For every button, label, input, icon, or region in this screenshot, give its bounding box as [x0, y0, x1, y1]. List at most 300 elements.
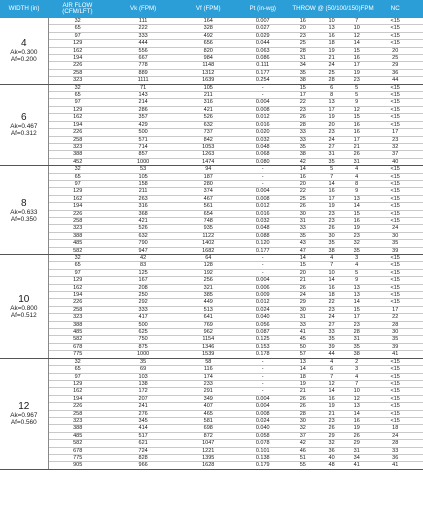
table-row	[0, 18, 423, 25]
airflow-cell: 32	[48, 18, 107, 25]
throw-150-cell: 12	[346, 32, 367, 39]
throw-150-cell: 38	[346, 351, 367, 358]
table-row	[0, 447, 423, 454]
vf-cell: 748	[179, 217, 237, 224]
throw-50-cell: 22	[288, 99, 317, 106]
nc-cell: 17	[367, 129, 423, 136]
throw-50-cell: 32	[288, 425, 317, 432]
width-value: 10	[18, 293, 30, 305]
pt-cell: -	[237, 84, 288, 91]
vk-cell: 214	[107, 99, 180, 106]
table-row	[0, 277, 423, 284]
vk-cell: 417	[107, 314, 180, 321]
ak-value: Ak=0.467	[10, 123, 38, 131]
table-row	[0, 62, 423, 69]
pt-cell: 0.024	[237, 306, 288, 313]
nc-cell: <15	[367, 18, 423, 25]
pt-cell: 0.058	[237, 432, 288, 439]
airflow-cell: 162	[48, 114, 107, 121]
throw-50-cell: 31	[288, 217, 317, 224]
nc-cell: 30	[367, 329, 423, 336]
pt-cell: 0.032	[237, 217, 288, 224]
throw-100-cell: 16	[317, 188, 346, 195]
width-value: 4	[21, 38, 27, 50]
throw-50-cell: 29	[288, 299, 317, 306]
nc-cell: 28	[367, 440, 423, 447]
nc-cell: <15	[367, 366, 423, 373]
vf-cell: 656	[179, 40, 237, 47]
vf-cell: 116	[179, 366, 237, 373]
width-group-label	[0, 166, 48, 255]
vf-cell: 1346	[179, 343, 237, 350]
table-row	[0, 106, 423, 113]
throw-50-cell: 26	[288, 403, 317, 410]
throw-100-cell: 19	[317, 114, 346, 121]
throw-50-cell: 41	[288, 329, 317, 336]
throw-50-cell: 23	[288, 32, 317, 39]
throw-50-cell: 45	[288, 336, 317, 343]
airflow-cell: 226	[48, 129, 107, 136]
width-value: 6	[21, 112, 27, 124]
pt-cell: 0.008	[237, 106, 288, 113]
airflow-cell: 65	[48, 25, 107, 32]
vf-cell: 94	[179, 166, 237, 173]
vf-cell: 1148	[179, 62, 237, 69]
nc-cell: 28	[367, 321, 423, 328]
pt-cell: 0.008	[237, 195, 288, 202]
vk-cell: 517	[107, 432, 180, 439]
throw-50-cell: 37	[288, 432, 317, 439]
throw-150-cell: 9	[346, 99, 367, 106]
width-value: 12	[18, 401, 30, 413]
ak-value: Ak=0.633	[10, 208, 38, 216]
throw-150-cell: 4	[346, 262, 367, 269]
vk-cell: 632	[107, 232, 180, 239]
throw-50-cell: 25	[288, 195, 317, 202]
throw-100-cell: 12	[317, 380, 346, 387]
pt-cell: 0.088	[237, 232, 288, 239]
throw-150-cell: 7	[346, 380, 367, 387]
throw-100-cell: 35	[317, 336, 346, 343]
table-row	[0, 314, 423, 321]
airflow-cell: 388	[48, 425, 107, 432]
throw-100-cell: 35	[317, 158, 346, 165]
throw-50-cell: 16	[288, 18, 317, 25]
vf-cell: 1474	[179, 158, 237, 165]
throw-150-cell: 15	[346, 210, 367, 217]
table-row	[0, 32, 423, 39]
vk-cell: 750	[107, 336, 180, 343]
table-row	[0, 240, 423, 247]
throw-50-cell: 33	[288, 136, 317, 143]
throw-150-cell: 16	[346, 55, 367, 62]
throw-50-cell: 15	[288, 262, 317, 269]
vf-cell: 1047	[179, 440, 237, 447]
throw-100-cell: 30	[317, 232, 346, 239]
pt-cell: 0.012	[237, 203, 288, 210]
pt-cell: 0.040	[237, 314, 288, 321]
nc-cell: 18	[367, 425, 423, 432]
throw-100-cell: 18	[317, 40, 346, 47]
airflow-cell: 65	[48, 173, 107, 180]
pt-cell: 0.153	[237, 343, 288, 350]
pt-cell: 0.125	[237, 336, 288, 343]
throw-100-cell: 21	[317, 410, 346, 417]
vf-cell: 192	[179, 269, 237, 276]
vf-cell: 1122	[179, 232, 237, 239]
vf-cell: 561	[179, 203, 237, 210]
throw-150-cell: 15	[346, 47, 367, 54]
throw-100-cell: 24	[317, 136, 346, 143]
throw-100-cell: 44	[317, 351, 346, 358]
vf-cell: 1539	[179, 351, 237, 358]
nc-cell: 25	[367, 55, 423, 62]
throw-150-cell: 5	[346, 92, 367, 99]
vf-cell: 349	[179, 395, 237, 402]
airflow-cell: 582	[48, 440, 107, 447]
vf-cell: 1154	[179, 336, 237, 343]
nc-cell: <15	[367, 403, 423, 410]
vf-cell: 984	[179, 55, 237, 62]
table-row	[0, 180, 423, 187]
header-throw: THROW @ (50/100/150)FPM	[288, 0, 367, 18]
airflow-cell: 97	[48, 32, 107, 39]
vk-cell: 138	[107, 380, 180, 387]
pt-cell: 0.012	[237, 114, 288, 121]
nc-cell: 41	[367, 462, 423, 469]
throw-100-cell: 10	[317, 269, 346, 276]
pt-cell: 0.080	[237, 158, 288, 165]
table-row	[0, 136, 423, 143]
vf-cell: 526	[179, 114, 237, 121]
vk-cell: 276	[107, 410, 180, 417]
vk-cell: 42	[107, 255, 180, 262]
airflow-cell: 129	[48, 106, 107, 113]
throw-50-cell: 20	[288, 269, 317, 276]
throw-150-cell: 23	[346, 232, 367, 239]
throw-150-cell: 13	[346, 292, 367, 299]
nc-cell: 23	[367, 136, 423, 143]
vf-cell: 128	[179, 262, 237, 269]
nc-cell: 35	[367, 336, 423, 343]
pt-cell: 0.004	[237, 99, 288, 106]
airflow-cell: 194	[48, 292, 107, 299]
throw-50-cell: 16	[288, 173, 317, 180]
throw-50-cell: 50	[288, 343, 317, 350]
airflow-cell: 258	[48, 69, 107, 76]
vk-cell: 241	[107, 403, 180, 410]
vf-cell: 105	[179, 84, 237, 91]
throw-100-cell: 17	[317, 106, 346, 113]
vf-cell: 280	[179, 180, 237, 187]
nc-cell: 17	[367, 306, 423, 313]
throw-100-cell: 7	[317, 262, 346, 269]
vk-cell: 103	[107, 373, 180, 380]
throw-150-cell: 31	[346, 447, 367, 454]
airflow-cell: 678	[48, 447, 107, 454]
airflow-cell: 388	[48, 321, 107, 328]
header-pt: Pt (in-wg)	[237, 0, 288, 18]
nc-cell: <15	[367, 92, 423, 99]
airflow-cell: 226	[48, 210, 107, 217]
airflow-cell: 582	[48, 336, 107, 343]
throw-100-cell: 14	[317, 388, 346, 395]
vf-cell: 328	[179, 25, 237, 32]
nc-cell: <15	[367, 166, 423, 173]
throw-100-cell: 4	[317, 255, 346, 262]
throw-150-cell: 26	[346, 151, 367, 158]
pt-cell: -	[237, 255, 288, 262]
vf-cell: 374	[179, 188, 237, 195]
pt-cell: -	[237, 166, 288, 173]
vk-cell: 571	[107, 136, 180, 143]
vf-cell: 256	[179, 277, 237, 284]
pt-cell: 0.120	[237, 240, 288, 247]
vf-cell: 1682	[179, 247, 237, 254]
vf-cell: 233	[179, 380, 237, 387]
throw-50-cell: 42	[288, 440, 317, 447]
throw-100-cell: 27	[317, 321, 346, 328]
pt-cell: -	[237, 92, 288, 99]
throw-100-cell: 40	[317, 454, 346, 461]
airflow-cell: 65	[48, 92, 107, 99]
pt-cell: 0.056	[237, 321, 288, 328]
throw-150-cell: 2	[346, 358, 367, 365]
throw-50-cell: 33	[288, 225, 317, 232]
nc-cell: <15	[367, 195, 423, 202]
vk-cell: 368	[107, 210, 180, 217]
vk-cell: 143	[107, 92, 180, 99]
pt-cell: 0.101	[237, 447, 288, 454]
throw-150-cell: 34	[346, 454, 367, 461]
vf-cell: 64	[179, 255, 237, 262]
airflow-cell: 97	[48, 269, 107, 276]
table-row	[0, 247, 423, 254]
table-row	[0, 284, 423, 291]
throw-100-cell: 22	[317, 299, 346, 306]
ak-value: Ak=0.300	[10, 49, 38, 57]
throw-100-cell: 23	[317, 217, 346, 224]
vk-cell: 714	[107, 143, 180, 150]
throw-150-cell: 16	[346, 417, 367, 424]
throw-100-cell: 19	[317, 403, 346, 410]
throw-150-cell: 28	[346, 329, 367, 336]
throw-150-cell: 14	[346, 40, 367, 47]
throw-100-cell: 8	[317, 92, 346, 99]
throw-50-cell: 38	[288, 151, 317, 158]
vk-cell: 167	[107, 277, 180, 284]
vf-cell: 769	[179, 321, 237, 328]
vk-cell: 53	[107, 166, 180, 173]
throw-100-cell: 33	[317, 329, 346, 336]
nc-cell: <15	[367, 262, 423, 269]
table-row	[0, 55, 423, 62]
airflow-cell: 582	[48, 247, 107, 254]
vk-cell: 125	[107, 269, 180, 276]
nc-cell: <15	[367, 255, 423, 262]
vk-cell: 526	[107, 225, 180, 232]
pt-cell: -	[237, 262, 288, 269]
vk-cell: 292	[107, 299, 180, 306]
throw-50-cell: 21	[288, 277, 317, 284]
throw-50-cell: 14	[288, 366, 317, 373]
vk-cell: 1000	[107, 351, 180, 358]
nc-cell: 35	[367, 240, 423, 247]
header-nc: NC	[367, 0, 423, 18]
pt-cell: 0.024	[237, 417, 288, 424]
pt-cell: 0.007	[237, 18, 288, 25]
throw-100-cell: 6	[317, 366, 346, 373]
pt-cell: -	[237, 269, 288, 276]
pt-cell: 0.020	[237, 129, 288, 136]
vk-cell: 222	[107, 25, 180, 32]
throw-100-cell: 18	[317, 292, 346, 299]
throw-50-cell: 42	[288, 158, 317, 165]
header-vk: Vk (FPM)	[107, 0, 180, 18]
airflow-cell: 775	[48, 454, 107, 461]
nc-cell: <15	[367, 32, 423, 39]
vf-cell: 407	[179, 403, 237, 410]
throw-50-cell: 28	[288, 47, 317, 54]
vk-cell: 333	[107, 32, 180, 39]
throw-150-cell: 9	[346, 188, 367, 195]
table-row	[0, 217, 423, 224]
throw-100-cell: 6	[317, 84, 346, 91]
throw-50-cell: 17	[288, 92, 317, 99]
throw-100-cell: 7	[317, 373, 346, 380]
nc-cell: <15	[367, 292, 423, 299]
vf-cell: 872	[179, 432, 237, 439]
throw-100-cell: 20	[317, 121, 346, 128]
throw-100-cell: 38	[317, 247, 346, 254]
throw-100-cell: 16	[317, 284, 346, 291]
throw-100-cell: 5	[317, 166, 346, 173]
throw-150-cell: 9	[346, 277, 367, 284]
vk-cell: 71	[107, 84, 180, 91]
vf-cell: 467	[179, 195, 237, 202]
nc-cell: <15	[367, 180, 423, 187]
pt-cell: 0.086	[237, 55, 288, 62]
throw-150-cell: 35	[346, 247, 367, 254]
airflow-cell: 388	[48, 151, 107, 158]
vf-cell: 842	[179, 136, 237, 143]
vk-cell: 211	[107, 188, 180, 195]
vk-cell: 172	[107, 388, 180, 395]
vf-cell: 1395	[179, 454, 237, 461]
table-row	[0, 432, 423, 439]
nc-cell: 30	[367, 232, 423, 239]
airflow-cell: 226	[48, 62, 107, 69]
table-row	[0, 195, 423, 202]
throw-50-cell: 28	[288, 410, 317, 417]
pt-cell: 0.032	[237, 136, 288, 143]
vk-cell: 208	[107, 284, 180, 291]
table-row	[0, 403, 423, 410]
airflow-cell: 194	[48, 121, 107, 128]
vk-cell: 724	[107, 447, 180, 454]
pt-cell: 0.254	[237, 77, 288, 84]
throw-150-cell: 17	[346, 136, 367, 143]
airflow-cell: 32	[48, 358, 107, 365]
vk-cell: 500	[107, 129, 180, 136]
nc-cell: 29	[367, 62, 423, 69]
table-row	[0, 388, 423, 395]
af-value: Af=0.512	[10, 311, 37, 319]
throw-50-cell: 46	[288, 447, 317, 454]
vk-cell: 83	[107, 262, 180, 269]
throw-150-cell: 15	[346, 114, 367, 121]
throw-150-cell: 23	[346, 77, 367, 84]
table-row	[0, 121, 423, 128]
throw-50-cell: 22	[288, 188, 317, 195]
vf-cell: 962	[179, 329, 237, 336]
nc-cell: <15	[367, 284, 423, 291]
vf-cell: 513	[179, 306, 237, 313]
throw-50-cell: 51	[288, 454, 317, 461]
table-row	[0, 410, 423, 417]
throw-150-cell: 5	[346, 84, 367, 91]
table-row	[0, 203, 423, 210]
throw-50-cell: 25	[288, 40, 317, 47]
pt-cell: 0.044	[237, 40, 288, 47]
table-row	[0, 173, 423, 180]
nc-cell: <15	[367, 188, 423, 195]
table-row	[0, 306, 423, 313]
throw-150-cell: 13	[346, 403, 367, 410]
airflow-cell: 162	[48, 284, 107, 291]
pt-cell: 0.009	[237, 292, 288, 299]
table-row	[0, 255, 423, 262]
width-group-label	[0, 18, 48, 84]
pt-cell: 0.040	[237, 425, 288, 432]
airflow-cell: 32	[48, 255, 107, 262]
header-airflow: AIR FLOW (CFM/LFT)	[48, 0, 107, 18]
throw-150-cell: 4	[346, 373, 367, 380]
throw-50-cell: 13	[288, 358, 317, 365]
pt-cell: 0.027	[237, 25, 288, 32]
table-row	[0, 417, 423, 424]
throw-100-cell: 48	[317, 462, 346, 469]
throw-50-cell: 47	[288, 247, 317, 254]
pt-cell: 0.177	[237, 247, 288, 254]
vf-cell: 654	[179, 210, 237, 217]
airflow-cell: 485	[48, 432, 107, 439]
pt-cell: 0.008	[237, 410, 288, 417]
throw-50-cell: 14	[288, 166, 317, 173]
throw-150-cell: 14	[346, 299, 367, 306]
table-row	[0, 188, 423, 195]
throw-150-cell: 16	[346, 129, 367, 136]
throw-150-cell: 35	[346, 343, 367, 350]
pt-cell: -	[237, 366, 288, 373]
table-row	[0, 69, 423, 76]
airflow-cell: 678	[48, 343, 107, 350]
pt-cell: -	[237, 388, 288, 395]
table-row	[0, 47, 423, 54]
vk-cell: 35	[107, 358, 180, 365]
throw-50-cell: 20	[288, 25, 317, 32]
throw-50-cell: 26	[288, 284, 317, 291]
table-row	[0, 373, 423, 380]
pt-cell: 0.016	[237, 210, 288, 217]
throw-50-cell: 31	[288, 314, 317, 321]
throw-50-cell: 35	[288, 232, 317, 239]
pt-cell: 0.068	[237, 151, 288, 158]
throw-150-cell: 29	[346, 440, 367, 447]
throw-150-cell: 17	[346, 62, 367, 69]
vf-cell: 935	[179, 225, 237, 232]
throw-100-cell: 36	[317, 447, 346, 454]
